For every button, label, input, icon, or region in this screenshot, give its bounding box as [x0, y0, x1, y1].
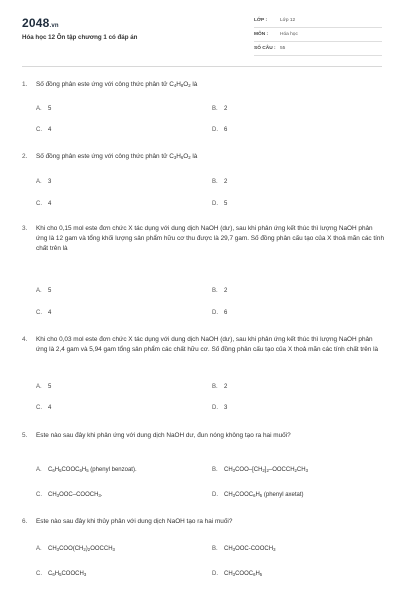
option-a[interactable] [36, 177, 51, 187]
option-letter: A. [36, 288, 42, 294]
option-c[interactable] [36, 199, 51, 209]
document-meta [254, 14, 382, 56]
meta-row-count [254, 42, 382, 56]
option-c[interactable] [36, 490, 102, 501]
option-letter: D. [212, 201, 218, 207]
option-letter: C. [36, 492, 42, 498]
option-a[interactable] [36, 382, 51, 392]
site-logo[interactable] [22, 16, 59, 30]
question-text: Este nào sau đây khi phản ứng với dung dịch NaOH dư, đun nóng không tạo ra hai muối? [36, 432, 291, 439]
question-number: 1. [22, 81, 28, 88]
meta-label: MÔN : [254, 32, 269, 37]
question-text: Số đồng phân este ứng với công thức phân tử $C_3H_6O_2$ là [36, 153, 198, 160]
option-letter: B. [212, 179, 218, 185]
option-value: 5 [48, 106, 52, 112]
option-letter: C. [36, 201, 42, 207]
option-d[interactable] [212, 308, 227, 318]
question-number: 2. [22, 153, 28, 160]
option-letter: A. [36, 546, 42, 552]
document-title: Hóa học 12 Ôn tập chương 1 có đáp án [22, 34, 138, 41]
option-value: $CH_3COO-[CH_2]_2-OOCCH_2CH_3$ [224, 467, 308, 473]
option-value: 3 [48, 179, 52, 185]
question-text: Số đồng phân este ứng với công thức phân tử $C_4H_8O_2$ là [36, 81, 198, 88]
question-number: 4. [22, 336, 28, 343]
question-number: 3. [22, 225, 28, 232]
option-value: 3 [224, 405, 228, 411]
document-header [0, 0, 400, 66]
option-c[interactable] [36, 403, 51, 413]
option-value: 4 [48, 310, 52, 316]
option-a[interactable] [36, 465, 137, 476]
option-value: $CH_3COO(CH_2)_2OOCCH_3$ [48, 546, 115, 552]
option-c[interactable] [36, 308, 51, 318]
question-4 [22, 335, 384, 425]
header-divider [22, 66, 382, 67]
option-value: 6 [224, 127, 228, 133]
meta-row-class [254, 14, 382, 28]
question-number: 6. [22, 518, 28, 525]
meta-label: SỐ CÂU : [254, 46, 276, 51]
option-letter: D. [212, 127, 218, 133]
option-letter: A. [36, 179, 42, 185]
option-value: 5 [48, 288, 52, 294]
option-a[interactable] [36, 104, 51, 114]
option-value: 4 [48, 127, 52, 133]
meta-label: LỚP : [254, 18, 268, 23]
option-b[interactable] [212, 382, 227, 392]
option-letter: D. [212, 492, 218, 498]
option-b[interactable] [212, 544, 275, 555]
option-value: 4 [48, 405, 52, 411]
option-value: $C_6H_5COOC_6H_5$ (phenyl benzoat). [48, 467, 137, 473]
option-value: 5 [48, 384, 52, 390]
meta-value: Hóa học [280, 32, 298, 37]
option-value: 2 [224, 179, 228, 185]
brand-name: 2048 [22, 16, 50, 30]
question-text: Este nào sau đây khi thủy phân với dung dịch NaOH tạo ra hai muối? [36, 518, 233, 525]
option-letter: B. [212, 288, 218, 294]
option-d[interactable] [212, 403, 227, 413]
option-b[interactable] [212, 104, 227, 114]
option-d[interactable] [212, 199, 227, 209]
option-letter: B. [212, 106, 218, 112]
option-value: 4 [48, 201, 52, 207]
brand-suffix: .vn [49, 23, 59, 29]
option-letter: A. [36, 384, 42, 390]
option-letter: A. [36, 467, 42, 473]
option-value: $CH_3COOC_6H_5$ (phenyl axetat) [224, 492, 304, 498]
option-d[interactable] [212, 569, 262, 580]
option-letter: C. [36, 571, 42, 577]
question-text: Khi cho 0,03 mol este đơn chức X tác dụng với dung dịch NaOH (dư), sau khi phản ứng kết thúc thì lượng NaOH phản ứng là 2,4 gam và 5,94 gam tổng sản phẩm các chất hữu cơ. Số đồng phân cấu tạo của X thoả mãn các tính chất trên là [36, 336, 379, 353]
option-letter: C. [36, 127, 42, 133]
option-value: 2 [224, 384, 228, 390]
meta-value: Lớp 12 [280, 18, 296, 23]
option-value: 2 [224, 288, 228, 294]
option-letter: B. [212, 467, 218, 473]
option-a[interactable] [36, 286, 51, 296]
option-letter: C. [36, 310, 42, 316]
meta-row-subject [254, 28, 382, 42]
option-letter: C. [36, 405, 42, 411]
option-c[interactable] [36, 569, 86, 580]
option-c[interactable] [36, 125, 51, 135]
option-letter: A. [36, 106, 42, 112]
option-value: $CH_3COOC_6H_5$ [224, 571, 263, 577]
option-b[interactable] [212, 465, 308, 476]
option-value: 5 [224, 201, 228, 207]
option-value: 6 [224, 310, 228, 316]
option-value: 2 [224, 106, 228, 112]
question-5 [22, 431, 384, 511]
option-value: $CH_3OOC-COOCH_3$. [48, 492, 103, 498]
option-value: $CH_3OOC-COOCH_3$ [224, 546, 276, 552]
option-d[interactable] [212, 490, 304, 501]
question-3 [22, 224, 384, 324]
question-2 [22, 152, 384, 212]
option-b[interactable] [212, 286, 227, 296]
option-value: $C_6H_5COOCH_3$ [48, 571, 87, 577]
option-b[interactable] [212, 177, 227, 187]
option-letter: D. [212, 310, 218, 316]
question-text: Khi cho 0,15 mol este đơn chức X tác dụng với dung dịch NaOH (dư), sau khi phản ứng kết thúc thì lượng NaOH phản ứng là 12 gam và tổng khối lượng sản phẩm hữu cơ thu được là 29,7 gam. Số đồng phân cấu tạo của X thoả mãn các tính chất trên là [36, 225, 385, 252]
question-6 [22, 517, 384, 592]
option-letter: D. [212, 571, 218, 577]
option-a[interactable] [36, 544, 115, 555]
option-d[interactable] [212, 125, 227, 135]
question-number: 5. [22, 432, 28, 439]
option-letter: B. [212, 546, 218, 552]
option-letter: D. [212, 405, 218, 411]
question-1 [22, 80, 384, 140]
meta-value: 55 [280, 46, 286, 51]
option-letter: B. [212, 384, 218, 390]
